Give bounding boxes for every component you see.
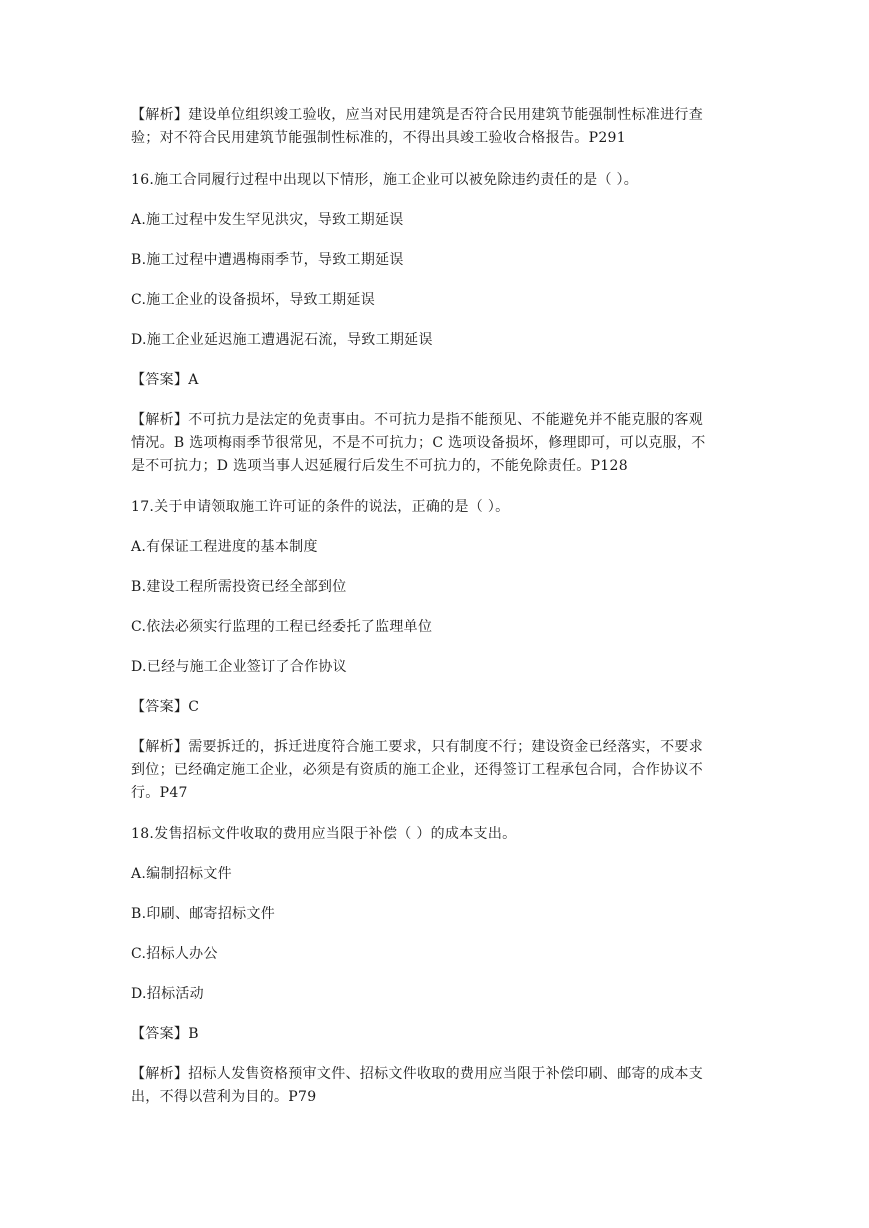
question-16-option-b: B.施工过程中遭遇梅雨季节，导致工期延误 — [131, 252, 404, 268]
text-line: 【解析】建设单位组织竣工验收，应当对民用建筑是否符合民用建筑节能强制性标准进行查 — [131, 107, 703, 123]
question-18: 18.发售招标文件收取的费用应当限于补偿（ ）的成本支出。 — [131, 826, 517, 842]
question-17-answer: 【答案】C — [131, 699, 200, 715]
question-16: 16.施工合同履行过程中出现以下情形，施工企业可以被免除违约责任的是（ ）。 — [131, 172, 639, 188]
question-18-answer: 【答案】B — [131, 1026, 199, 1042]
question-16-option-a: A.施工过程中发生罕见洪灾，导致工期延误 — [131, 212, 404, 228]
analysis-paragraph — [131, 1063, 751, 1109]
question-16-answer: 【答案】A — [131, 372, 199, 388]
analysis-paragraph — [131, 409, 751, 478]
question-17-option-c: C.依法必须实行监理的工程已经委托了监理单位 — [131, 619, 433, 635]
question-17-option-b: B.建设工程所需投资已经全部到位 — [131, 579, 347, 595]
question-16-option-c: C.施工企业的设备损坏，导致工期延误 — [131, 292, 376, 308]
question-18-option-c: C.招标人办公 — [131, 946, 218, 962]
text-line: 行。P47 — [131, 785, 188, 801]
question-17-option-a: A.有保证工程进度的基本制度 — [131, 539, 318, 555]
text-line: 到位；已经确定施工企业，必须是有资质的施工企业，还得签订工程承包合同，合作协议不 — [131, 762, 703, 778]
analysis-paragraph — [131, 104, 751, 150]
question-18-option-b: B.印刷、邮寄招标文件 — [131, 906, 276, 922]
text-line: 出，不得以营利为目的。P79 — [131, 1089, 317, 1105]
question-16-option-d: D.施工企业延迟施工遭遇泥石流，导致工期延误 — [131, 332, 433, 348]
analysis-paragraph — [131, 736, 751, 805]
text-line: 情况。B 选项梅雨季节很常见，不是不可抗力；C 选项设备损坏，修理即可，可以克服，不 — [131, 435, 706, 451]
text-line: 验；对不符合民用建筑节能强制性标准的，不得出具竣工验收合格报告。P291 — [131, 130, 626, 146]
question-17-option-d: D.已经与施工企业签订了合作协议 — [131, 659, 347, 675]
question-17: 17.关于申请领取施工许可证的条件的说法，正确的是（ ）。 — [131, 499, 510, 515]
text-line: 是不可抗力；D 选项当事人迟延履行后发生不可抗力的，不能免除责任。P128 — [131, 458, 628, 474]
text-line: 【解析】需要拆迁的，拆迁进度符合施工要求，只有制度不行；建设资金已经落实，不要求 — [131, 739, 703, 755]
question-18-option-d: D.招标活动 — [131, 986, 204, 1002]
text-line: 【解析】招标人发售资格预审文件、招标文件收取的费用应当限于补偿印刷、邮寄的成本支 — [131, 1066, 703, 1082]
question-18-option-a: A.编制招标文件 — [131, 866, 232, 882]
text-line: 【解析】不可抗力是法定的免责事由。不可抗力是指不能预见、不能避免并不能克服的客观 — [131, 412, 703, 428]
